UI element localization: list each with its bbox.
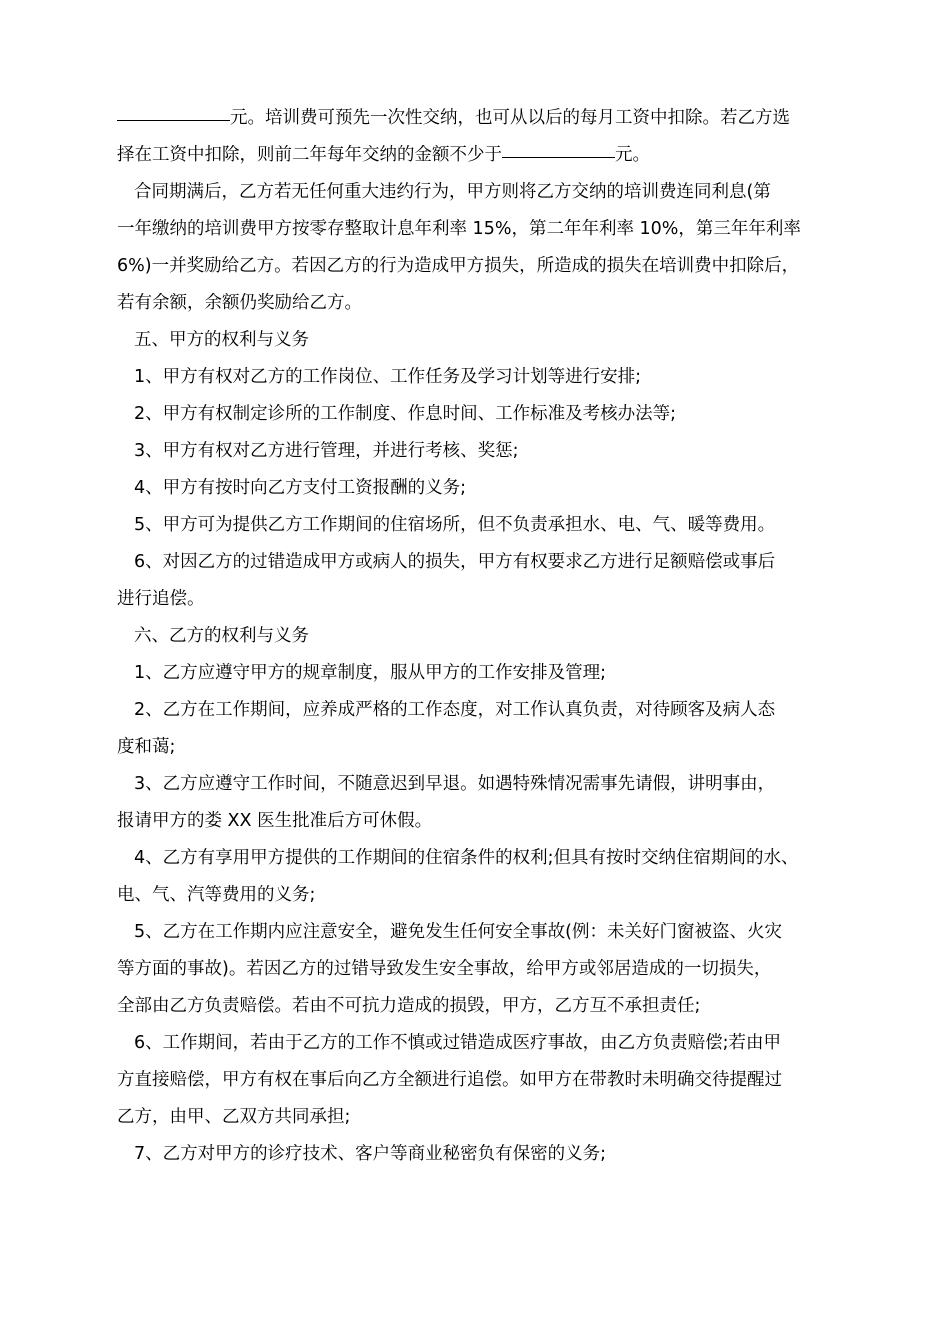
list-item: 2、甲方有权制定诊所的工作制度、作息时间、工作标准及考核办法等; [134,404,677,424]
list-item: 3、乙方应遵守工作时间，不随意迟到早退。如遇特殊情况需事先请假，讲明事由， [134,774,776,794]
paragraph-line [117,137,850,174]
list-item: 3、甲方有权对乙方进行管理，并进行考核、奖惩; [134,441,519,461]
paragraph-line: 若有余额，余额仍奖励给乙方。 [117,293,362,313]
list-item: 4、乙方有享用甲方提供的工作期间的住宿条件的权利;但具有按时交纳住宿期间的水、 [134,848,799,868]
list-item: 7、乙方对甲方的诊疗技术、客户等商业秘密负有保密的义务; [134,1144,607,1164]
list-item-continuation: 等方面的事故)。若因乙方的过错导致发生安全事故，给甲方或邻居造成的一切损失， [117,959,772,979]
section-heading: 六、乙方的权利与义务 [134,626,309,646]
list-item-continuation: 进行追偿。 [117,589,205,609]
paragraph-line [117,100,850,137]
fill-in-blank[interactable] [502,137,615,158]
list-item: 2、乙方在工作期间，应养成严格的工作态度，对工作认真负责，对待顾客及病人态 [134,700,776,720]
text-run: 择在工资中扣除，则前二年每年交纳的金额不少于 [117,145,502,165]
list-item-continuation: 度和蔼; [117,737,176,757]
list-item-continuation: 电、气、汽等费用的义务; [117,885,316,905]
list-item: 6、对因乙方的过错造成甲方或病人的损失，甲方有权要求乙方进行足额赔偿或事后 [134,552,776,572]
document-page [117,100,850,1173]
list-item: 4、甲方有按时向乙方支付工资报酬的义务; [134,478,467,498]
text-run: 元。 [615,145,650,165]
list-item: 6、工作期间，若由于乙方的工作不慎或过错造成医疗事故，由乙方负责赔偿;若由甲 [134,1033,782,1053]
section-heading: 五、甲方的权利与义务 [134,330,309,350]
text-run: 元。培训费可预先一次性交纳，也可从以后的每月工资中扣除。若乙方选 [230,108,790,128]
paragraph-line: 一年缴纳的培训费甲方按零存整取计息年利率 15%，第二年年利率 10%，第三年年利率 [117,219,801,239]
list-item: 1、甲方有权对乙方的工作岗位、工作任务及学习计划等进行安排; [134,367,642,387]
list-item-continuation: 报请甲方的娄 XX 医生批准后方可休假。 [117,811,433,831]
list-item-continuation: 全部由乙方负责赔偿。若由不可抗力造成的损毁，甲方，乙方互不承担责任; [117,996,701,1016]
list-item-continuation: 方直接赔偿，甲方有权在事后向乙方全额进行追偿。如甲方在带教时未明确交待提醒过 [117,1070,782,1090]
paragraph-line: 合同期满后，乙方若无任何重大违约行为，甲方则将乙方交纳的培训费连同利息(第 [134,182,771,202]
list-item: 5、甲方可为提供乙方工作期间的住宿场所，但不负责承担水、电、气、暖等费用。 [134,515,776,535]
fill-in-blank[interactable] [117,100,230,121]
list-item: 1、乙方应遵守甲方的规章制度，服从甲方的工作安排及管理; [134,663,607,683]
list-item-continuation: 乙方，由甲、乙双方共同承担; [117,1107,351,1127]
list-item: 5、乙方在工作期内应注意安全，避免发生任何安全事故(例：未关好门窗被盗、火灾 [134,922,782,942]
paragraph-line: 6%)一并奖励给乙方。若因乙方的行为造成甲方损失，所造成的损失在培训费中扣除后， [117,256,800,276]
